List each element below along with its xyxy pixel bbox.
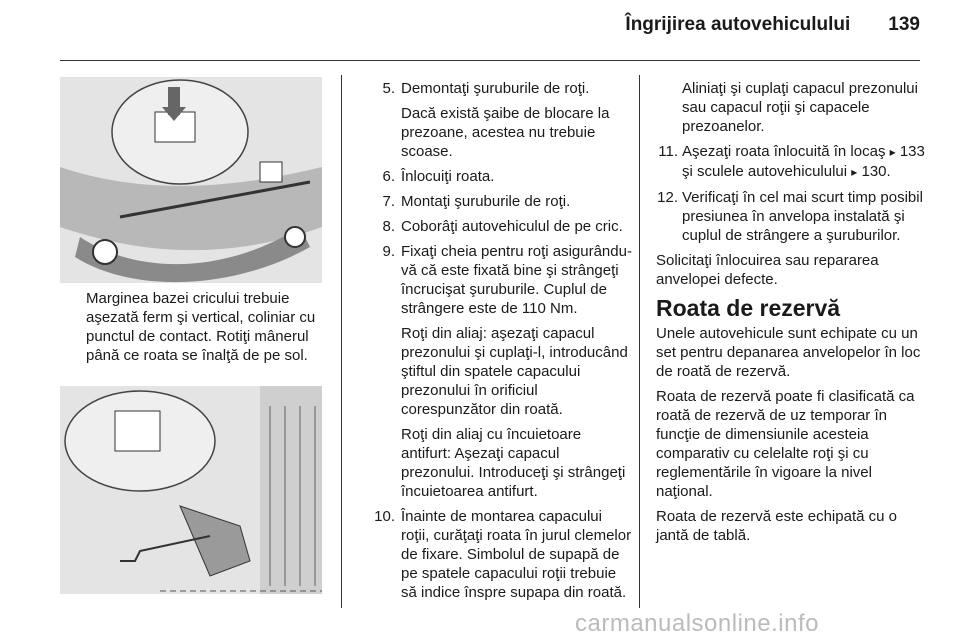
page-header <box>625 14 920 36</box>
page-ref-arrow-icon: ▸ <box>851 165 858 179</box>
jack-base-illustration <box>60 77 322 283</box>
page-reference[interactable]: 133 <box>899 143 925 160</box>
list-item: 9. Fixaţi cheia pentru roţi asigurându-vă că este fixată bine şi strângeţi încrucişat şuruburile. Cuplul de strângere este de 110 Nm. <box>382 243 632 317</box>
list-item: 8. Coborâţi autovehiculul de pe cric. <box>382 218 623 235</box>
page-number: 139 <box>888 14 920 35</box>
section-heading: Roata de rezervă <box>656 295 841 321</box>
watermark: carmanualsonline.info <box>575 610 819 637</box>
page-reference[interactable]: 130. <box>861 163 891 180</box>
jack-base-drawing <box>60 77 322 283</box>
header-rule <box>60 60 920 61</box>
jack-crank-drawing <box>60 386 322 594</box>
page-ref-arrow-icon: ▸ <box>889 145 896 159</box>
header-title: Îngrijirea autovehiculului <box>625 14 851 35</box>
list-item-note: Dacă există şaibe de blocare la prezoane, acestea nu trebuie scoase. <box>401 105 610 160</box>
list-item-note: Aliniaţi şi cuplaţi capacul prezonului sau capacul roţii şi capacele prezoanelor. <box>682 80 918 135</box>
column-divider-2 <box>639 75 640 608</box>
list-item-note: Roţi din aliaj: aşezaţi capacul prezonului şi cuplaţi-l, introducând ştiftul din spatele capacului prezonului în orificiul corespunzător din roată. <box>401 325 628 418</box>
paragraph: Roata de rezervă este echipată cu o jantă de tablă. <box>656 508 897 544</box>
list-item: 7. Montaţi şuruburile de roţi. <box>382 193 571 210</box>
column-divider-1 <box>341 75 342 608</box>
list-item-note: Roţi din aliaj cu încuietoare antifurt: Aşezaţi capacul prezonului. Introduceţi şi strângeţi încuietoarea antifurt. <box>401 426 626 500</box>
list-item: 6. Înlocuiţi roata. <box>382 168 495 185</box>
list-item: 10. Înainte de montarea capacului roţii, curăţaţi roata în jurul clemelor de fixare. Simbolul de supapă de pe spatele capacului roţii trebuie să indice înspre supapa din roată. <box>374 508 632 601</box>
paragraph: Solicitaţi înlocuirea sau repararea anvelopei defecte. <box>656 252 879 288</box>
middle-column <box>358 79 633 608</box>
list-item: 12. Verificaţi în cel mai scurt timp posibil presiunea în anvelopa instalată şi cuplul de strângere a şuruburilor. <box>657 189 923 244</box>
paragraph: Unele autovehicule sunt echipate cu un set pentru depanarea anvelopelor în loc de roată de rezervă. <box>656 325 921 380</box>
list-item: 11. Aşezaţi roata înlocuită în locaş ▸ 133 şi sculele autovehiculului ▸ 130. <box>658 143 925 180</box>
list-item: 5. Demontaţi şuruburile de roţi. <box>382 80 590 97</box>
figure-caption: Marginea bazei cricului trebuie aşezată ferm şi vertical, coliniar cu punctul de contact. Rotiţi mânerul până ce roata se înalţă de pe sol. <box>86 290 316 364</box>
right-column <box>656 79 926 551</box>
paragraph: Roata de rezervă poate fi clasificată ca roată de rezervă de uz temporar în funcţie de dimensiunile acesteia comparativ cu celelalte roţi şi cu reglementările în vigoare la nivel naţional. <box>656 388 915 500</box>
jack-crank-illustration <box>60 386 322 594</box>
